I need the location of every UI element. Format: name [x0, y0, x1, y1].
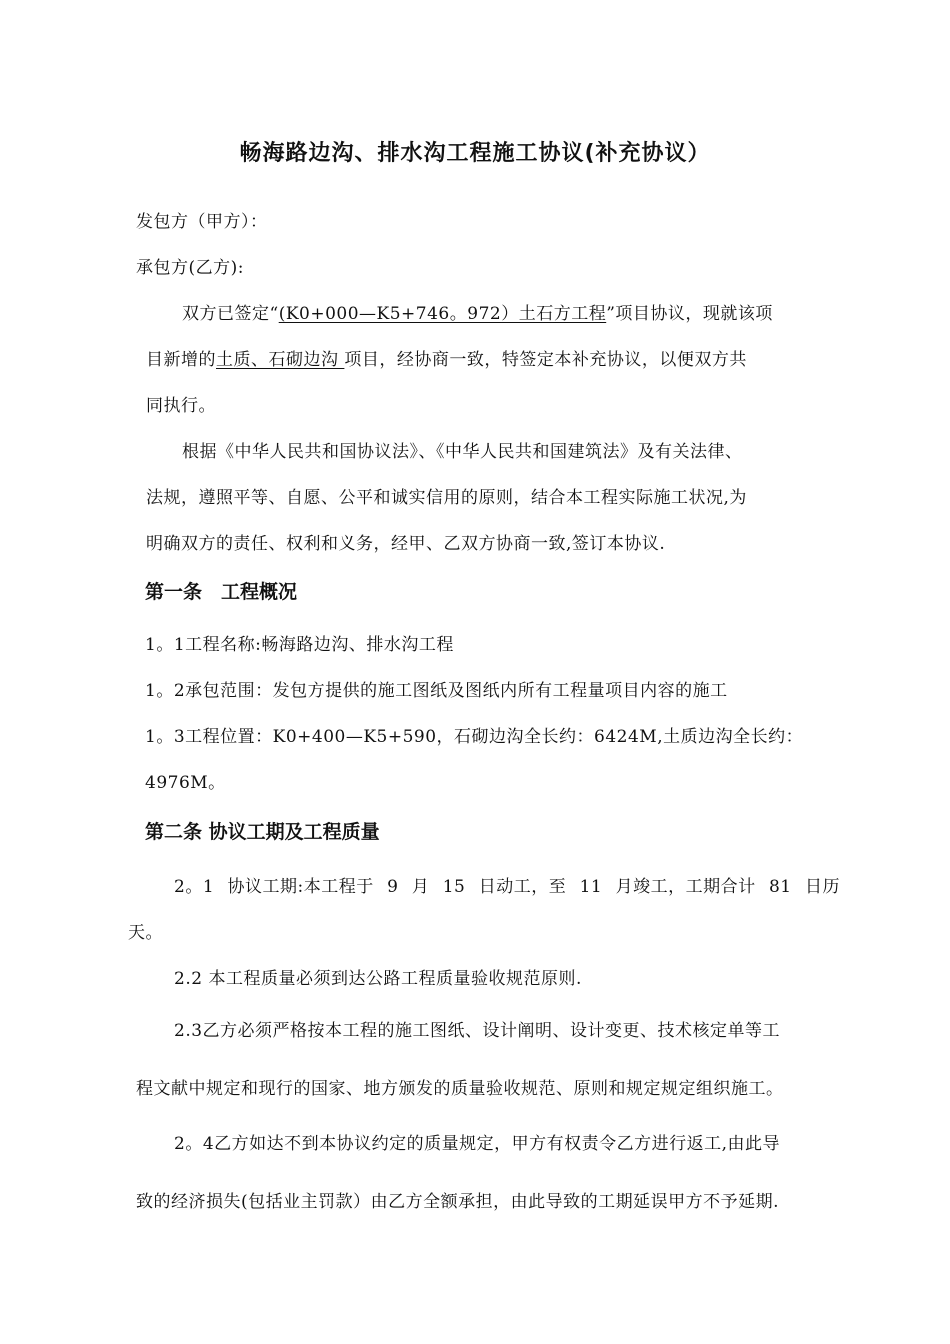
intro-text: ”项目协议，现就该项	[606, 304, 773, 324]
item-1-part: 日历	[805, 877, 840, 897]
item-1-part: 81	[768, 877, 792, 897]
item-1-part: 月	[411, 877, 430, 897]
item-1-part: 11	[579, 877, 603, 897]
document-title: 畅海路边沟、排水沟工程施工协议(补充协议）	[239, 141, 711, 166]
article-2-item-4: 2。4乙方如达不到本协议约定的质量规定，甲方有权责令乙方进行返工,由此导	[174, 1134, 781, 1154]
new-items-underlined: 土质、石砌边沟	[216, 350, 345, 370]
article-1-heading: 第一条 工程概况	[145, 581, 298, 603]
intro-line-3: 同执行。	[146, 396, 216, 416]
item-1-part: 日动工，至	[478, 877, 567, 897]
party-b-line: 承包方(乙方):	[136, 258, 244, 278]
basis-line-1: 根据《中华人民共和国协议法》、《中华人民共和国建筑法》及有关法律、	[182, 442, 743, 462]
item-1-part: 协议工期:本工程于	[227, 877, 374, 897]
article-2-item-4-cont: 致的经济损失(包括业主罚款）由乙方全额承担，由此导致的工期延误甲方不予延期.	[136, 1192, 780, 1212]
article-2-item-3-cont: 程文献中规定和现行的国家、地方颁发的质量验收规范、原则和规定规定组织施工。	[136, 1079, 784, 1099]
article-1-item-3: 1。3工程位置：K0+400—K5+590，石砌边沟全长约：6424M,土质边沟全长约：	[145, 727, 804, 747]
intro-text: 项目，经协商一致，特签定本补充协议，以便双方共	[344, 350, 747, 370]
item-1-part: 月竣工，工期合计	[615, 877, 756, 897]
project-name-underlined: (K0+000—K5+746。972）土石方工程	[278, 304, 607, 324]
basis-line-3: 明确双方的责任、权利和义务，经甲、乙双方协商一致,签订本协议.	[146, 534, 666, 554]
article-2-item-1-cont: 天。	[128, 923, 163, 943]
basis-line-2: 法规，遵照平等、自愿、公平和诚实信用的原则，结合本工程实际施工状况,为	[146, 488, 747, 508]
intro-text: 目新增的	[146, 350, 216, 370]
item-1-part: 15	[442, 877, 466, 897]
article-2-item-3: 2.3乙方必须严格按本工程的施工图纸、设计阐明、设计变更、技术核定单等工	[174, 1021, 781, 1041]
intro-line-2	[146, 348, 747, 372]
party-a-line: 发包方（甲方）：	[136, 212, 268, 232]
article-2-item-1	[174, 875, 840, 899]
article-1-item-1: 1。1工程名称:畅海路边沟、排水沟工程	[145, 635, 454, 655]
article-1-item-3-cont: 4976M。	[145, 773, 226, 793]
article-2-item-2: 2.2 本工程质量必须到达公路工程质量验收规范原则.	[174, 969, 582, 989]
intro-text: 双方已签定“	[182, 304, 279, 324]
article-1-item-2: 1。2承包范围：发包方提供的施工图纸及图纸内所有工程量项目内容的施工	[145, 681, 728, 701]
article-2-heading: 第二条 协议工期及工程质量	[145, 821, 380, 843]
intro-line-1	[182, 302, 773, 326]
item-1-part: 2。1	[174, 877, 215, 897]
item-1-part: 9	[387, 877, 399, 897]
